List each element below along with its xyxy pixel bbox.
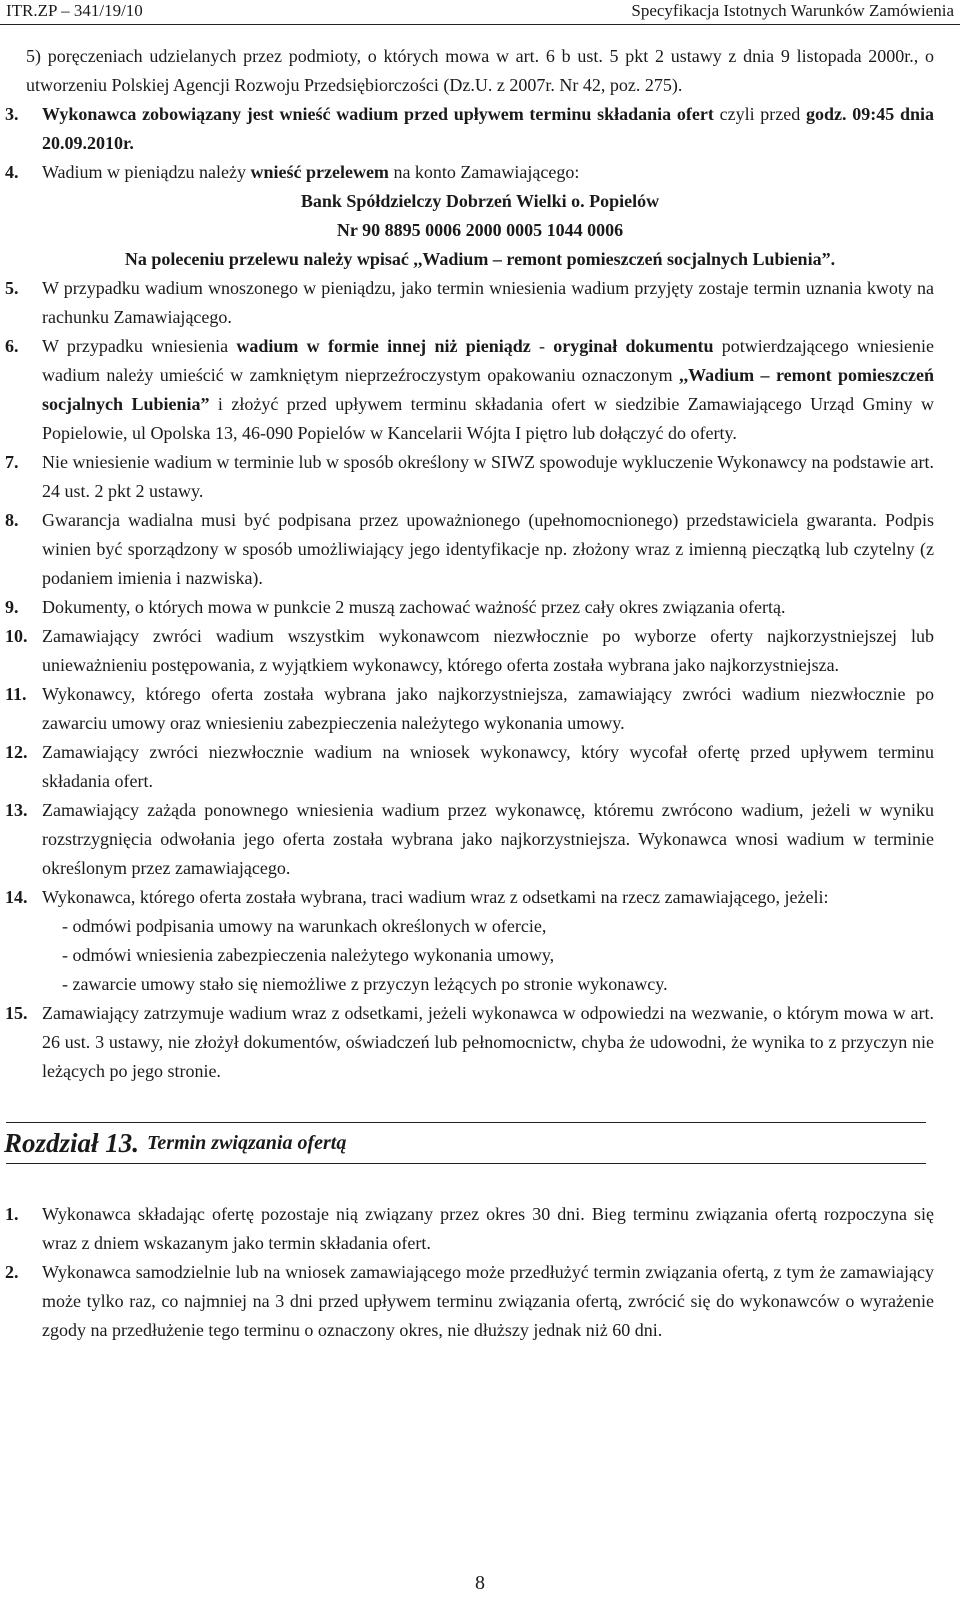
item-text: Zamawiający zażąda ponownego wniesienia wadium przez wykonawcę, któremu zwrócono wadium, jeżeli w wyniku rozstrzygnięcia odwołania jego oferta została wybrana jako najkorzystniejsza. Wykonawca wnosi wadium w terminie określonym przez zamawiającego. <box>42 800 934 878</box>
item-text: potwierdzającego wniesienie wadium należy umieścić w zamkniętym nieprzeźroczystym opakowaniu oznaczonym <box>42 336 934 385</box>
item-text: Wadium w pieniądzu należy <box>42 162 251 182</box>
forfeit-condition: - odmówi wniesienia zabezpieczenia należytego wykonania umowy, <box>62 945 555 965</box>
item-number: 12. <box>5 742 28 762</box>
item-number: 7. <box>5 452 19 472</box>
document-reference: ITR.ZP – 341/19/10 <box>6 1 143 20</box>
item-number: 13. <box>5 800 28 820</box>
list-item-5 <box>0 274 960 332</box>
list-item-5-guarantees <box>0 42 960 100</box>
item-bold-text: Wykonawca zobowiązany jest wnieść wadium przed upływem terminu składania ofert <box>42 104 714 124</box>
list-item-15 <box>0 999 960 1086</box>
item-text: i złożyć przed upływem terminu składania ofert w siedzibie Zamawiającego Urząd Gminy w Popielowie, ul Opolska 13, 46-090 Popielów w Kancelarii Wójta I piętro lub dołączyć do oferty. <box>42 394 934 443</box>
list-item-4 <box>0 158 960 187</box>
list-item-11 <box>0 680 960 738</box>
item-text: na konto Zamawiającego: <box>388 162 580 182</box>
chapter-title: Termin związania ofertą <box>147 1131 347 1154</box>
item-number: 11. <box>5 684 27 704</box>
list-item-14 <box>0 883 960 999</box>
forfeit-condition: - zawarcie umowy stało się niemożliwe z przyczyn leżących po stronie wykonawcy. <box>62 974 668 994</box>
item-text: Wykonawcy, którego oferta została wybrana jako najkorzystniejsza, zamawiający zwróci wadium niezwłocznie po zawarciu umowy oraz wniesieniu zabezpieczenia należytego wykonania umowy. <box>42 684 934 733</box>
item-text: W przypadku wniesienia <box>42 336 237 356</box>
item-number: 8. <box>5 510 19 530</box>
item-text: Wykonawca, którego oferta została wybrana, traci wadium wraz z odsetkami na rzecz zamawiającego, jeżeli: <box>42 887 829 907</box>
item-number: 1. <box>5 1204 19 1224</box>
deadline-text: godz. 09:45 dnia 20.09.2010r. <box>42 104 934 153</box>
item-number: 5) <box>26 46 41 66</box>
forfeit-condition: - odmówi podpisania umowy na warunkach określonych w ofercie, <box>62 916 547 936</box>
list-item-8 <box>0 506 960 593</box>
item-text: Wykonawca składając ofertę pozostaje nią związany przez okres 30 dni. Bieg terminu związania ofertą rozpoczyna się wraz z dniem wskazanym jako termin składania ofert. <box>42 1204 934 1253</box>
chapter-number: Rozdział 13. <box>4 1127 140 1158</box>
transfer-note: Na poleceniu przelewu należy wpisać ,,Wadium – remont pomieszczeń socjalnych Lubienia”. <box>124 249 836 269</box>
list-item-10 <box>0 622 960 680</box>
item-text: Gwarancja wadialna musi być podpisana przez upoważnionego (upełnomocnionego) przedstawiciela gwaranta. Podpis winien być sporządzony w sposób umożliwiający jego identyfikacje np. złożony wraz z imienną pieczątką lub czytelny (z podaniem imienia i nazwiska). <box>42 510 934 588</box>
item-text: Dokumenty, o których mowa w punkcie 2 muszą zachować ważność przez cały okres związania ofertą. <box>42 597 786 617</box>
item-text: Zamawiający zwróci niezwłocznie wadium na wniosek wykonawcy, który wycofał ofertę przed upływem terminu składania ofert. <box>42 742 934 791</box>
document-title: Specyfikacja Istotnych Warunków Zamówienia <box>631 1 954 20</box>
list-item-6 <box>0 332 960 448</box>
list-item-12 <box>0 738 960 796</box>
item-bold-text: ,,Wadium – remont pomieszczeń socjalnych Lubienia” <box>42 365 934 414</box>
item-number: 3. <box>5 104 19 124</box>
bank-name: Bank Spółdzielczy Dobrzeń Wielki o. Popielów <box>300 191 660 211</box>
document-body <box>0 42 960 1345</box>
item-text: czyli przed <box>713 104 807 124</box>
item-bold-text: oryginał dokumentu <box>553 336 714 356</box>
item-bold-text: wnieść przelewem <box>250 162 389 182</box>
item-number: 14. <box>5 887 28 907</box>
item-number: 10. <box>5 626 28 646</box>
item-number: 4. <box>5 162 19 182</box>
bank-account-number: Nr 90 8895 0006 2000 0005 1044 0006 <box>336 220 624 240</box>
item-text: Zamawiający zatrzymuje wadium wraz z odsetkami, jeżeli wykonawca w odpowiedzi na wezwanie, o którym mowa w art. 26 ust. 3 ustawy, nie złożył dokumentów, oświadczeń lub pełnomocnictw, chyba że udowodni, że wynika to z przyczyn nie leżących po jego stronie. <box>42 1003 934 1081</box>
item-number: 9. <box>5 597 19 617</box>
item-text: W przypadku wadium wnoszonego w pieniądzu, jako termin wniesienia wadium przyjęty zostaje termin uznania kwoty na rachunku Zamawiającego. <box>42 278 934 327</box>
chapter-heading <box>6 1122 926 1164</box>
list-item-7 <box>0 448 960 506</box>
item-number: 5. <box>5 278 19 298</box>
item-text: - <box>530 336 554 356</box>
item-number: 2. <box>5 1262 19 1282</box>
page-header <box>0 0 960 25</box>
item-text: poręczeniach udzielanych przez podmioty, o których mowa w art. 6 b ust. 5 pkt 2 ustawy z dnia 9 listopada 2000r., o utworzeniu Polskiej Agencji Rozwoju Przedsiębiorczości (Dz.U. z 2007r. Nr 42, poz. 275). <box>26 46 934 95</box>
list-item-9 <box>0 593 960 622</box>
item-number: 15. <box>5 1003 28 1023</box>
item-text: Nie wniesienie wadium w terminie lub w sposób określony w SIWZ spowoduje wykluczenie Wykonawcy na podstawie art. 24 ust. 2 pkt 2 ustawy. <box>42 452 934 501</box>
chapter-item-2 <box>0 1258 960 1345</box>
list-item-3 <box>0 100 960 158</box>
item-text: Wykonawca samodzielnie lub na wniosek zamawiającego może przedłużyć termin związania ofertą, z tym że zamawiający może tylko raz, co najmniej na 3 dni przed upływem terminu związania ofertą, zwrócić się do wykonawców o wyrażenie zgody na przedłużenie tego terminu o oznaczony okres, nie dłuższy jednak niż 60 dni. <box>42 1262 934 1340</box>
chapter-item-1 <box>0 1200 960 1258</box>
item-number: 6. <box>5 336 19 356</box>
item-bold-text: wadium w formie innej niż pieniądz <box>236 336 531 356</box>
item-text: Zamawiający zwróci wadium wszystkim wykonawcom niezwłocznie po wyborze oferty najkorzystniejszej lub unieważnieniu postępowania, z wyjątkiem wykonawcy, którego oferta została wybrana jako najkorzystniejsza. <box>42 626 934 675</box>
page-number: 8 <box>475 1572 485 1594</box>
list-item-13 <box>0 796 960 883</box>
